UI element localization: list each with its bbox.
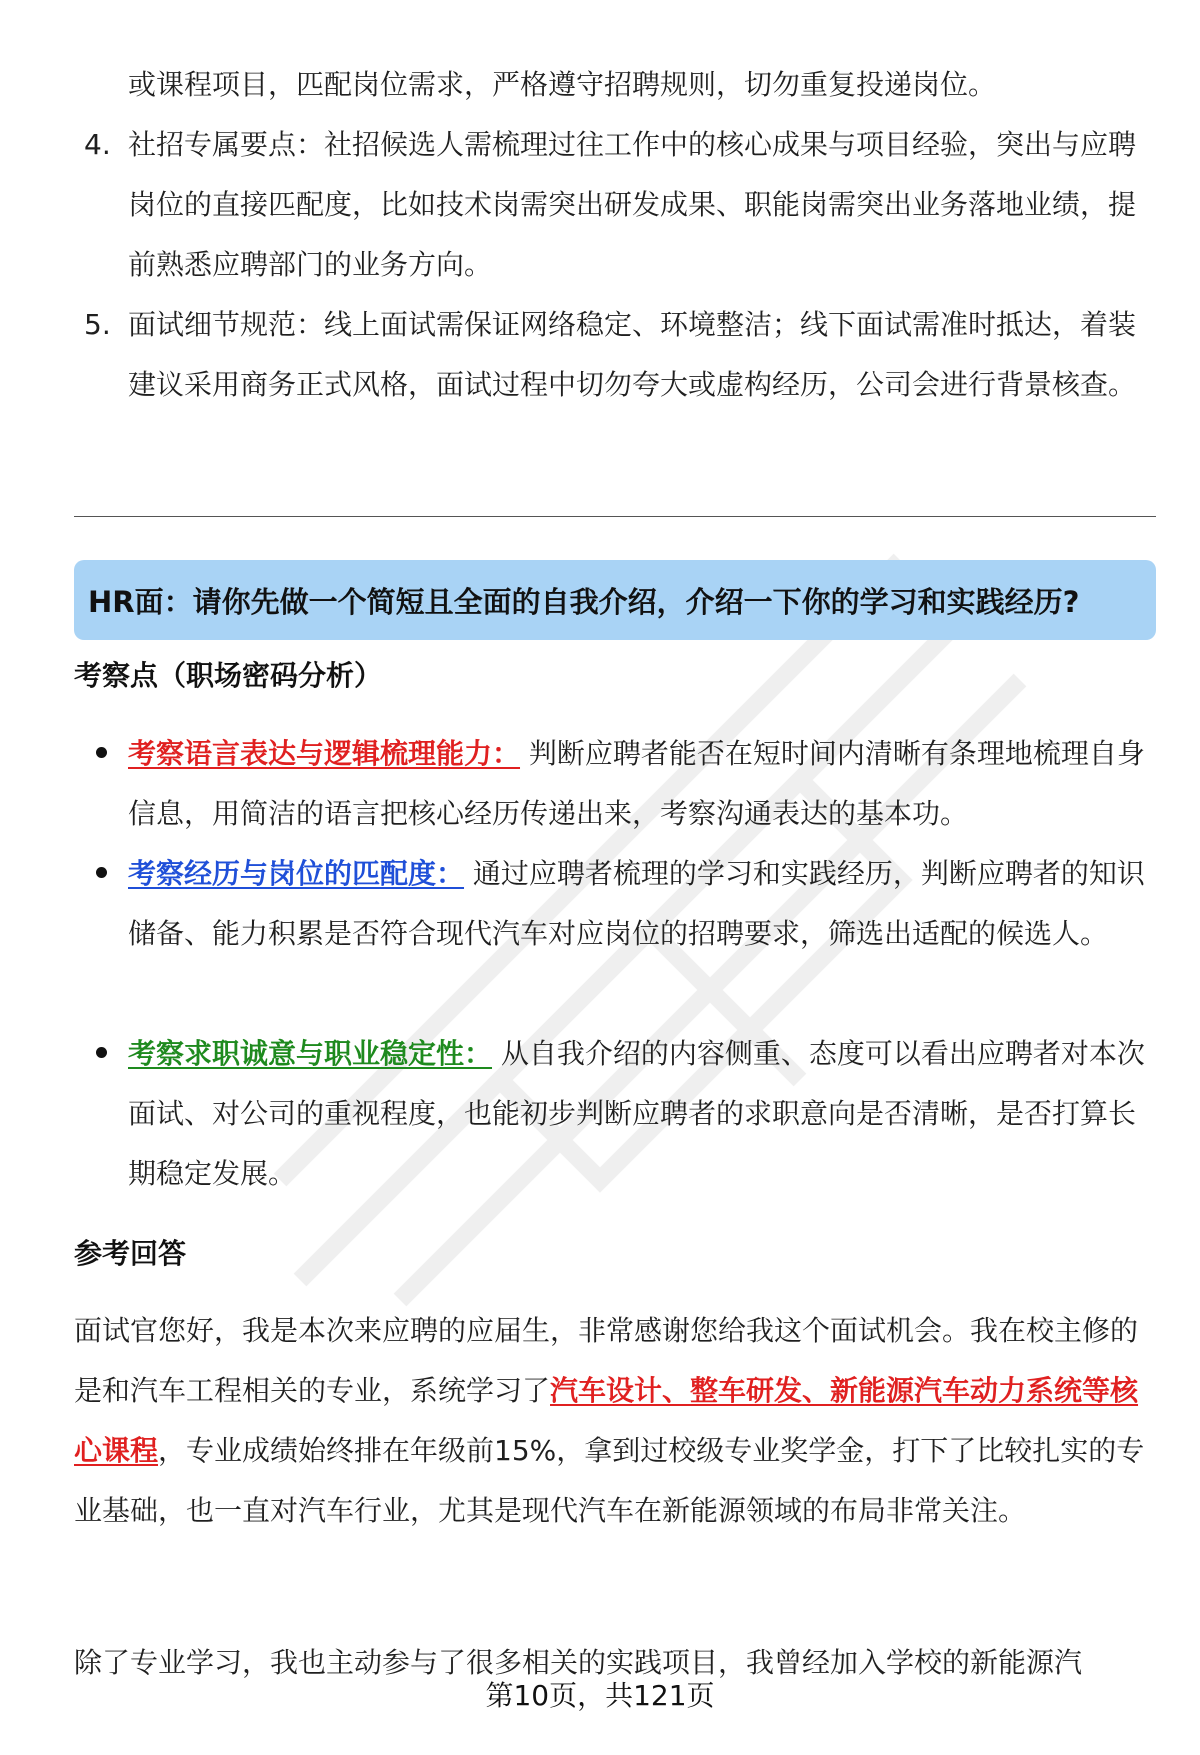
list-item-5: [84, 295, 1144, 415]
exam-point-lead: 考察经历与岗位的匹配度：: [128, 857, 465, 890]
exam-point-text: 从自我介绍的内容侧重、态度可以看出应聘者对本次面试、对公司的重视程度，也能初步判断应聘者的求职意向是否清晰，是否打算长期稳定发展。: [128, 1037, 1145, 1190]
section-divider: [74, 516, 1156, 517]
exam-point-text: 通过应聘者梳理的学习和实践经历，判断应聘者的知识储备、能力积累是否符合现代汽车对应岗位的招聘要求，筛选出适配的候选人。: [128, 857, 1145, 950]
answer-text: ，专业成绩始终排在年级前15%，拿到过校级专业奖学金，打下了比较扎实的专业基础，也一直对汽车行业，尤其是现代汽车在新能源领域的布局非常关注。: [74, 1434, 1145, 1527]
list-number: 5.: [84, 308, 111, 341]
answer-paragraph-1: [74, 1301, 1154, 1541]
exam-point-lead: 考察求职诚意与职业稳定性：: [128, 1037, 493, 1070]
answer-highlight: 汽车设计、整车研发、新能源汽车动力系统等核心课程: [74, 1374, 1139, 1467]
bullet-dot-icon: [96, 747, 107, 758]
page-footer: 第10页，共121页: [485, 1679, 715, 1712]
question-banner: [74, 560, 1156, 640]
answer-title: 参考回答: [74, 1237, 187, 1270]
exam-point-lead: 考察语言表达与逻辑梳理能力：: [128, 737, 521, 770]
list-item-4: [84, 115, 1144, 295]
exam-point-item: [96, 844, 1156, 964]
answer-text: 面试官您好，我是本次来应聘的应届生，非常感谢您给我这个面试机会。我在校主修的是和汽车工程相关的专业，系统学习了: [74, 1314, 1139, 1407]
exam-point-text: 判断应聘者能否在短时间内清晰有条理地梳理自身信息，用简洁的语言把核心经历传递出来，考察沟通表达的基本功。: [128, 737, 1145, 830]
list-continuation: 或课程项目，匹配岗位需求，严格遵守招聘规则，切勿重复投递岗位。: [128, 68, 997, 101]
exam-point-item: [96, 724, 1156, 844]
list-text: 面试细节规范：线上面试需保证网络稳定、环境整洁；线下面试需准时抵达，着装建议采用商务正式风格，面试过程中切勿夸大或虚构经历，公司会进行背景核查。: [128, 308, 1137, 401]
exam-points-title: 考察点（职场密码分析）: [74, 659, 383, 692]
list-text: 社招专属要点：社招候选人需梳理过往工作中的核心成果与项目经验，突出与应聘岗位的直接匹配度，比如技术岗需突出研发成果、职能岗需突出业务落地业绩，提前熟悉应聘部门的业务方向。: [128, 128, 1137, 281]
answer-paragraph-2: 除了专业学习，我也主动参与了很多相关的实践项目，我曾经加入学校的新能源汽: [74, 1646, 1083, 1679]
list-number: 4.: [84, 128, 111, 161]
bullet-dot-icon: [96, 1047, 107, 1058]
exam-point-item: [96, 1024, 1156, 1204]
question-text: HR面：请你先做一个简短且全面的自我介绍，介绍一下你的学习和实践经历?: [88, 584, 1080, 619]
bullet-dot-icon: [96, 867, 107, 878]
